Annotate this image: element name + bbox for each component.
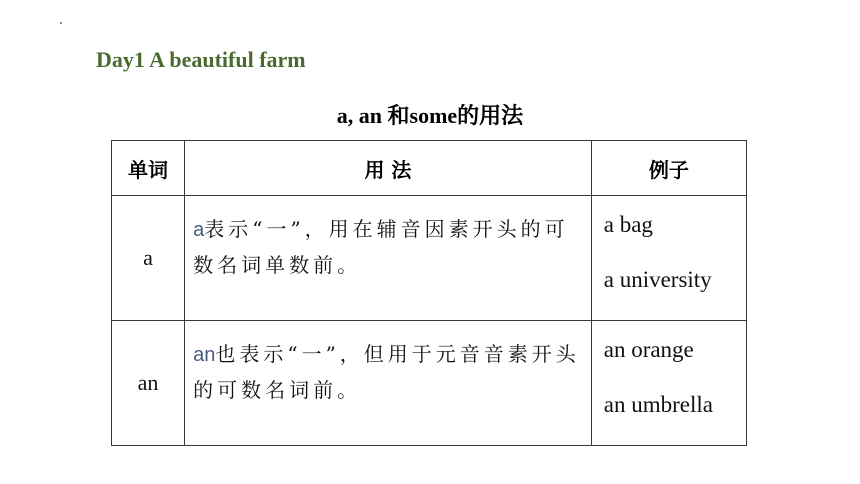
usage-keyword: an xyxy=(193,344,216,366)
usage-text: 也表示“一”，但用于元音音素开头的可数名词前。 xyxy=(193,342,580,402)
header-word: 单词 xyxy=(112,141,185,196)
usage-table xyxy=(111,140,747,446)
example-item: an orange xyxy=(603,337,694,362)
table-row xyxy=(112,321,747,446)
usage-keyword: a xyxy=(193,219,205,241)
example-item: a bag xyxy=(603,212,653,237)
word-cell: a xyxy=(112,196,185,321)
example-item: an umbrella xyxy=(603,392,713,417)
table-row xyxy=(112,196,747,321)
decorative-dot xyxy=(60,22,62,24)
usage-cell xyxy=(185,196,592,321)
example-cell xyxy=(591,321,746,446)
table-header-row xyxy=(112,141,747,196)
page-subtitle: a, an 和some的用法 xyxy=(336,103,524,128)
header-usage: 用 法 xyxy=(185,141,592,196)
usage-cell xyxy=(185,321,592,446)
word-cell: an xyxy=(112,321,185,446)
usage-text: 表示“一”，用在辅音因素开头的可数名词单数前。 xyxy=(193,217,569,277)
header-example: 例子 xyxy=(591,141,746,196)
day-title: Day1 A beautiful farm xyxy=(96,47,306,72)
example-item: a university xyxy=(603,267,712,292)
example-cell xyxy=(591,196,746,321)
